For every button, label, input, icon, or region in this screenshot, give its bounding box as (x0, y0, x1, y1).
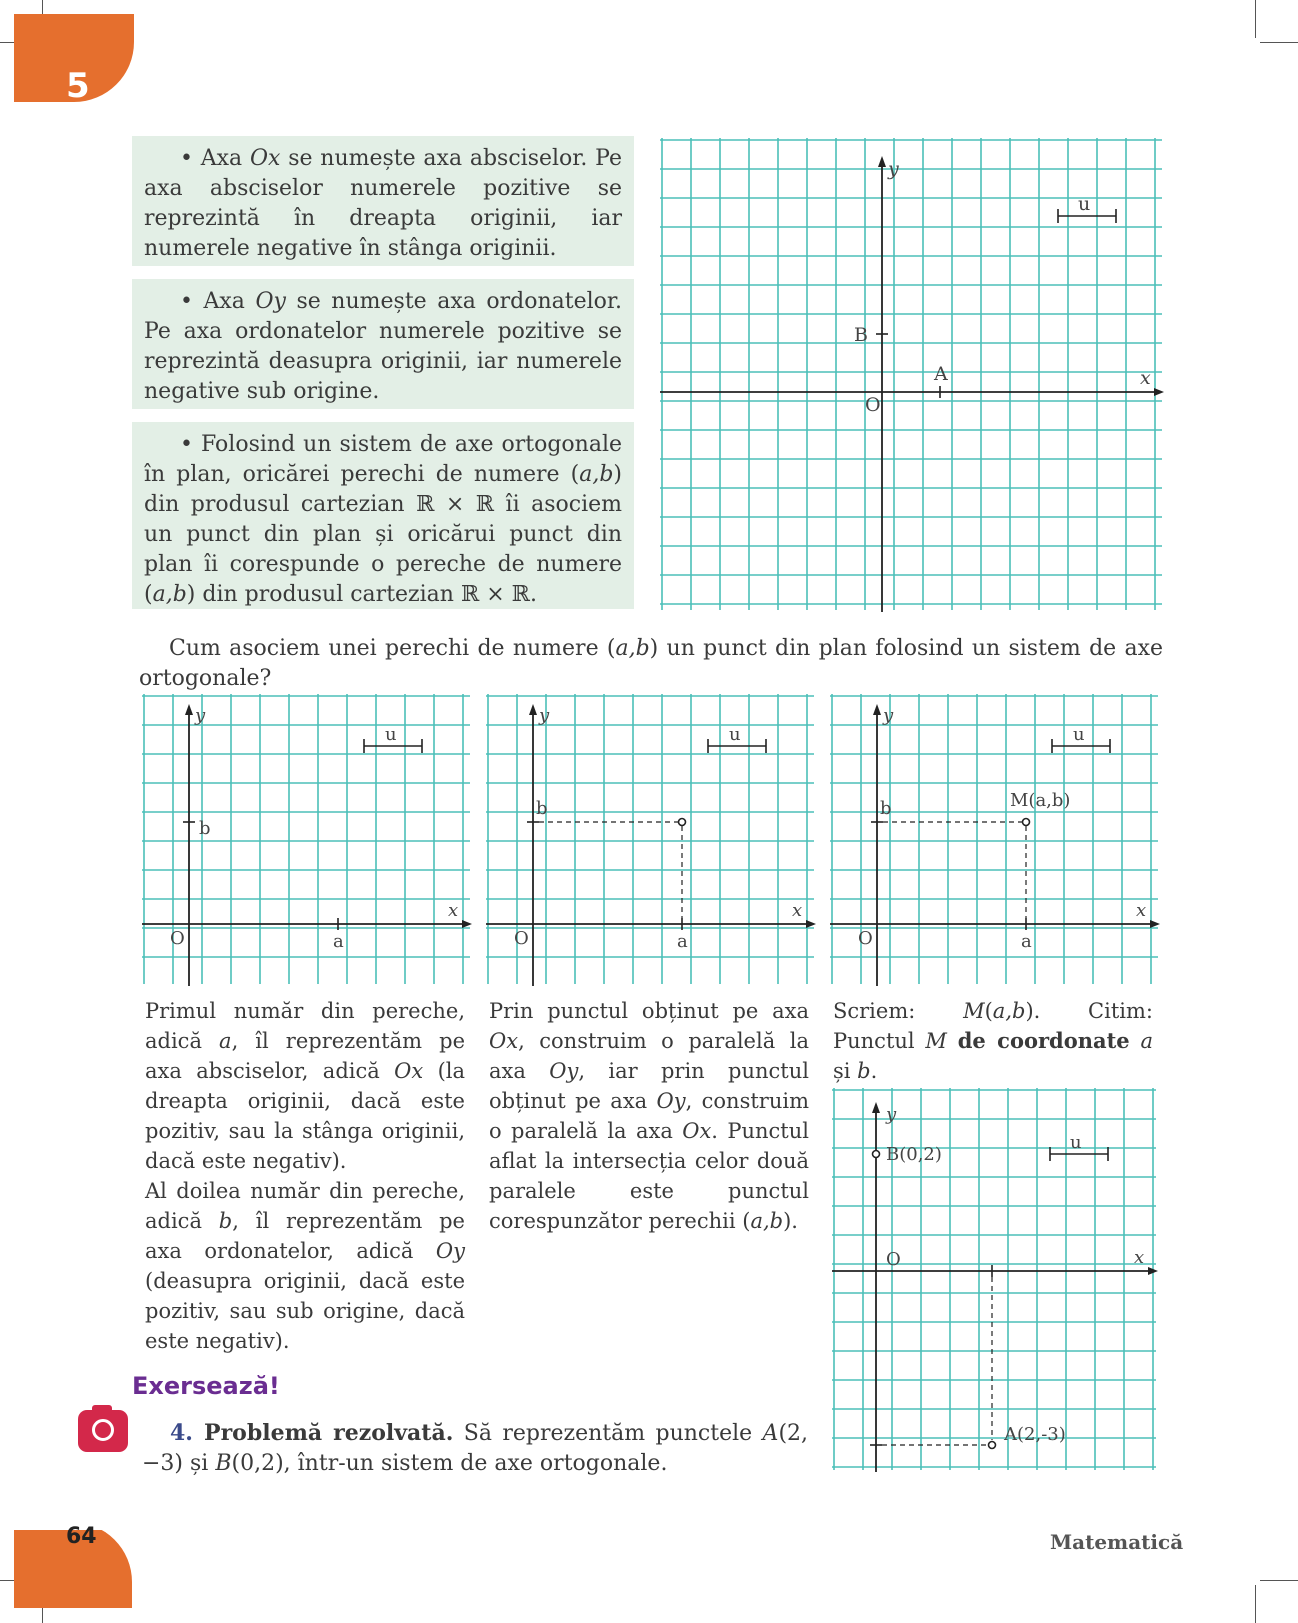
text: , îl reprezentăm pe axa absciselor, adică (145, 1029, 465, 1083)
box-text: Axa (192, 289, 256, 314)
variable: a (1140, 1029, 1153, 1053)
x-label: x (792, 900, 803, 921)
camera-icon[interactable] (78, 1410, 128, 1452)
text: și (833, 1059, 858, 1083)
pair: a,b (615, 636, 650, 661)
origin-label: O (865, 394, 881, 416)
y-arrow (529, 704, 537, 715)
grid (142, 694, 470, 984)
unit-label: u (1078, 193, 1091, 215)
point-name: M (963, 999, 985, 1023)
point-m-marker (1023, 819, 1030, 826)
point-m-label: M(a,b) (1010, 790, 1071, 811)
grid (830, 694, 1158, 984)
unit-label: u (1070, 1132, 1082, 1153)
exercise-heading: Exersează! (132, 1372, 280, 1400)
crop-mark (1255, 0, 1256, 38)
text: Prin punctul obținut pe axa (489, 999, 809, 1023)
explanation-column-2 (489, 996, 809, 1236)
axis-name: Oy (549, 1059, 579, 1083)
axis-name: Oy (656, 1089, 686, 1113)
definition-box-ox (132, 136, 634, 266)
y-label: y (883, 705, 894, 726)
a-label: a (677, 931, 688, 952)
text: (deasupra originii, dacă este pozitiv, sau sub origine, dacă este negativ). (145, 1269, 465, 1353)
axis-name: Ox (682, 1119, 712, 1143)
b-label: b (880, 798, 892, 819)
question-text: ) un punct din plan folosind un sistem de axe ortogonale? (139, 636, 1164, 691)
text: ( (984, 999, 993, 1023)
axis-name: Oy (435, 1239, 465, 1263)
y-label: y (195, 705, 206, 726)
y-label: y (886, 1104, 897, 1125)
y-label: y (539, 705, 550, 726)
chapter-number: 5 (66, 66, 90, 106)
pair: a,b (992, 999, 1026, 1023)
x-label: x (1140, 367, 1151, 389)
box-text: se numește axa ordonatelor. Pe axa ordonatelor numerele pozitive se reprezintă deasupra originii, iar numerele negative sub origine. (144, 289, 622, 404)
b-label: b (536, 798, 548, 819)
text: Al doilea număr din pereche, adică (145, 1179, 465, 1233)
text: Primul număr din pereche, adică (145, 999, 465, 1053)
text (947, 1029, 958, 1053)
text: . (870, 1059, 878, 1083)
a-label: a (1021, 931, 1032, 952)
text: , construim o paralelă la axa (489, 1029, 809, 1083)
point-name: B (215, 1451, 232, 1476)
crop-mark (1260, 1580, 1298, 1581)
box-text: ) din produsul cartezian ℝ × ℝ îi asociem un punct din plan și oricărui punct din plan îi corespunde o pereche de numere ( (144, 462, 622, 607)
text: , iar prin punctul obținut pe axa (489, 1059, 809, 1113)
axis-name: Ox (249, 146, 281, 171)
x-label: x (1134, 1247, 1145, 1268)
x-arrow (462, 920, 472, 928)
grid (486, 694, 814, 984)
point-a-marker (989, 1442, 996, 1449)
y-arrow (873, 704, 881, 715)
y-arrow (185, 704, 193, 715)
point-name: A (762, 1421, 779, 1446)
exercise-number: 4. (170, 1420, 193, 1446)
text: , construim o paralelă la axa (489, 1089, 809, 1143)
bullet: • (180, 146, 193, 171)
pair: a,b (579, 462, 614, 487)
origin-label: O (170, 928, 185, 949)
bullet: • (180, 289, 193, 314)
graph-step-2 (486, 694, 816, 986)
pair: a,b (750, 1209, 784, 1233)
point-b-label: B(0,2) (886, 1144, 942, 1165)
question-text: Cum asociem unei perechi de numere ( (169, 636, 616, 661)
y-label: y (888, 158, 899, 180)
box-text: ) din produsul cartezian ℝ × ℝ. (186, 582, 537, 607)
x-arrow (1150, 920, 1160, 928)
text: , îl reprezentăm pe axa ordonatelor, adică (145, 1209, 465, 1263)
text: ). Citim: Punctul (833, 999, 1153, 1053)
point-a-label: A (934, 363, 948, 385)
box-text: Axa (192, 146, 250, 171)
x-label: x (1136, 900, 1147, 921)
axis-name: Ox (394, 1059, 424, 1083)
text: , într-un sistem de axe ortogonale. (283, 1451, 668, 1476)
bold-term: de coordonate (957, 1028, 1130, 1053)
pair: a,b (152, 582, 187, 607)
definition-box-oy (132, 279, 634, 409)
text: Scriem: (833, 999, 964, 1023)
y-arrow (872, 1102, 880, 1113)
x-label: x (448, 900, 459, 921)
a-label: a (333, 931, 344, 952)
text (1130, 1029, 1141, 1053)
explanation-column-1 (145, 996, 465, 1356)
main-coordinate-graph (660, 138, 1164, 612)
b-label: b (199, 818, 211, 839)
box-text: Folosind un sistem de axe ortogonale în plan, oricărei perechi de numere ( (144, 432, 622, 487)
camera-top (92, 1405, 112, 1412)
crop-mark (1260, 42, 1298, 43)
variable: b (857, 1059, 871, 1083)
page-number: 64 (66, 1524, 97, 1549)
text: și (183, 1451, 216, 1476)
origin-label: O (858, 928, 873, 949)
definition-box-pairs (132, 422, 634, 609)
question-paragraph (139, 634, 1163, 694)
origin-label: O (886, 1249, 901, 1270)
variable: b (218, 1209, 233, 1233)
text: . Punctul aflat la intersecția celor două paralele este punctul corespunzător perechii ( (489, 1119, 809, 1233)
axis-name: Ox (489, 1029, 519, 1053)
subject-name: Matematică (1050, 1530, 1184, 1554)
y-arrow (878, 156, 886, 167)
point-a-label: A(2,-3) (1004, 1424, 1066, 1445)
unit-label: u (729, 724, 741, 745)
x-arrow (1154, 388, 1164, 396)
point-b-marker (873, 1151, 880, 1158)
graph-step-3 (830, 694, 1160, 986)
exercise-label: Problemă rezolvată. (192, 1420, 454, 1446)
text: ). (783, 1209, 798, 1233)
camera-lens (92, 1419, 114, 1441)
bullet: • (180, 432, 193, 457)
box-text: se numește axa absciselor. Pe axa absciselor numerele pozitive se reprezintă în dreapta originii, iar numerele negative în stânga originii. (144, 146, 622, 261)
unit-label: u (1073, 724, 1085, 745)
graph-solved-problem (832, 1088, 1158, 1472)
point-name: M (925, 1029, 947, 1053)
text: Să reprezentăm punctele (453, 1421, 763, 1446)
origin-label: O (514, 928, 529, 949)
coordinates: (2, −3) (142, 1421, 809, 1476)
crop-mark (1255, 1585, 1256, 1623)
unit-label: u (385, 724, 397, 745)
coordinates: (0,2) (231, 1451, 284, 1476)
exercise-paragraph (142, 1418, 808, 1479)
grid (832, 1088, 1156, 1470)
x-arrow (806, 920, 816, 928)
graph-step-1 (142, 694, 472, 986)
axis-name: Oy (255, 289, 286, 314)
variable: a (219, 1029, 232, 1053)
point-marker (679, 819, 686, 826)
point-b-label: B (854, 324, 868, 346)
text: (la dreapta originii, dacă este pozitiv, sau la stânga originii, dacă este negativ). (145, 1059, 465, 1173)
explanation-column-3 (833, 996, 1153, 1086)
